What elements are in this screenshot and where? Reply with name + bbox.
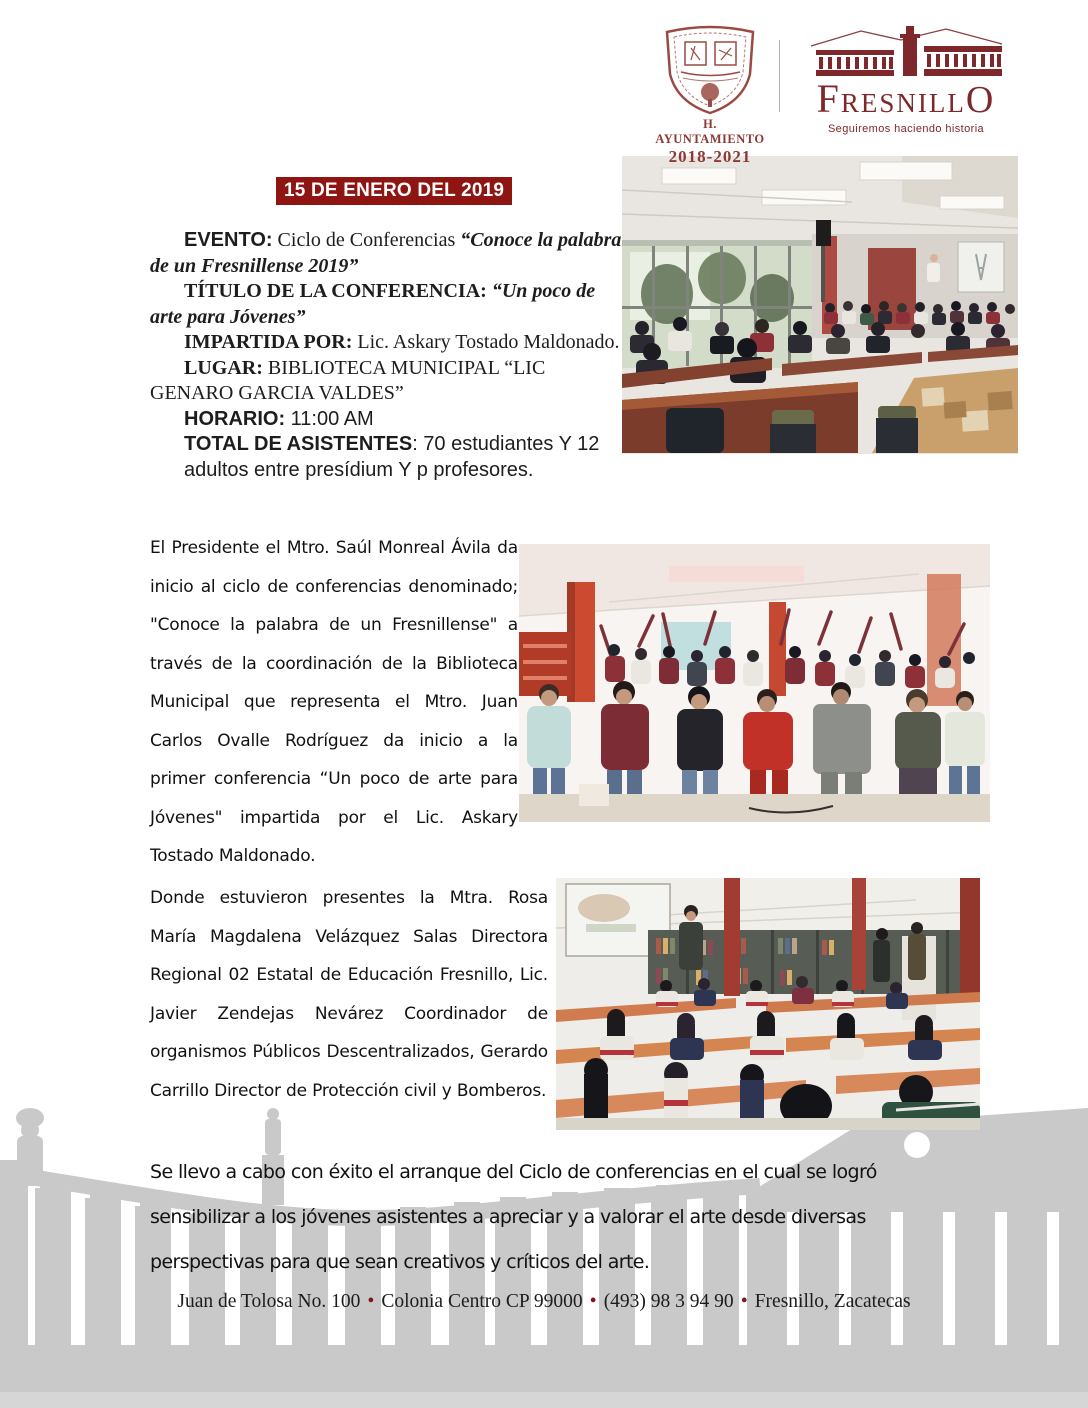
event-line-titulo (150, 279, 622, 330)
footer-address (0, 1290, 1088, 1313)
event-line-impartida (150, 330, 622, 356)
event-line-total (150, 432, 622, 483)
footer-bullet-3: • (740, 1290, 748, 1312)
footer-street: Juan de Tolosa No. 100 (177, 1291, 361, 1312)
conference-audience-image (622, 156, 1018, 454)
photo-library-session (556, 878, 980, 1130)
titulo-label: TÍTULO DE LA CONFERENCIA: (184, 280, 492, 302)
monument-logo-icon (806, 26, 1006, 82)
footer-phone: (493) 98 3 94 90 (603, 1291, 734, 1312)
group-photo-image (519, 544, 990, 822)
lugar-label: LUGAR: (184, 356, 268, 379)
total-label: TOTAL DE ASISTENTES (184, 433, 413, 455)
event-line-lugar (150, 356, 622, 407)
titulo-quote: “Un poco de arte para Jóvenes” (150, 280, 596, 328)
brand-letters-mid: RESNILL (840, 88, 966, 118)
crest-years: 2018-2021 (668, 147, 752, 166)
evento-label: EVENTO: (184, 229, 273, 251)
paragraph-closing: Se llevo a cabo con éxito el arranque del Ciclo de conferencias en el cual se logró sensibilizar a los jóvenes asistentes a apreciar y a valorar el arte desde diversas perspectivas para que sean creativos y críticos del arte. (150, 1161, 877, 1273)
footer-bullet-2: • (589, 1290, 597, 1312)
crest-caption: H. AYUNTAMIENTO (655, 117, 765, 146)
paragraph-conference-opening: El Presidente el Mtro. Saúl Monreal Ávila da inicio al ciclo de conferencias denominado; "Conoce la palabra de un Fresnillense" a través de la coordinación de la Biblioteca Municipal que representa el Mtro. Juan Carlos Ovalle Rodríguez da inicio a la primer conferencia “Un poco de arte para Jóvenes" impartida por el Lic. Askary Tostado Maldonado. (150, 538, 518, 866)
lugar-value: BIBLIOTECA MUNICIPAL “LIC GENARO GARCIA VALDES” (150, 356, 546, 404)
photo-conference-audience (622, 156, 1018, 454)
brand-letter-f: F (816, 76, 841, 121)
horario-label: HORARIO: (184, 407, 291, 430)
event-line-evento (150, 228, 622, 279)
evento-value: Ciclo de Conferencias (272, 229, 461, 251)
impartida-value: Lic. Askary Tostado Maldonado. (357, 331, 620, 353)
footer-bullet-1: • (367, 1290, 375, 1312)
brand-name (800, 76, 1012, 125)
brand-letter-o: O (965, 79, 996, 121)
fresnillo-logo (800, 26, 1012, 135)
logo-divider (779, 40, 780, 112)
brand-tagline: Seguiremos haciendo historia (827, 123, 985, 135)
footer-city: Fresnillo, Zacatecas (754, 1291, 911, 1312)
footer-colonia: Colonia Centro CP 99000 (381, 1291, 583, 1312)
horario-value: 11:00 AM (290, 407, 374, 430)
photo-group-attendees (519, 544, 990, 822)
ayuntamiento-crest (648, 20, 772, 167)
crest-shield-icon (655, 20, 765, 116)
event-line-horario (150, 407, 622, 433)
impartida-label: IMPARTIDA POR: (184, 331, 358, 353)
total-value: : 70 estudiantes Y 12 adultos entre presídium Y p profesores. (184, 433, 600, 481)
library-session-image (556, 878, 980, 1130)
paragraph-attendees: Donde estuvieron presentes la Mtra. Rosa María Magdalena Velázquez Salas Directora Regional 02 Estatal de Educación Fresnillo, Lic. Javier Zendejas Nevárez Coordinador de organismos Públicos Descentralizados, Gerardo Carrillo Director de Protección civil y Bomberos. (150, 888, 548, 1101)
date-banner: 15 DE ENERO DEL 2019 (276, 177, 512, 205)
evento-quote: “Conoce la palabra de un Fresnillense 2019” (150, 229, 622, 277)
event-details (150, 228, 622, 483)
